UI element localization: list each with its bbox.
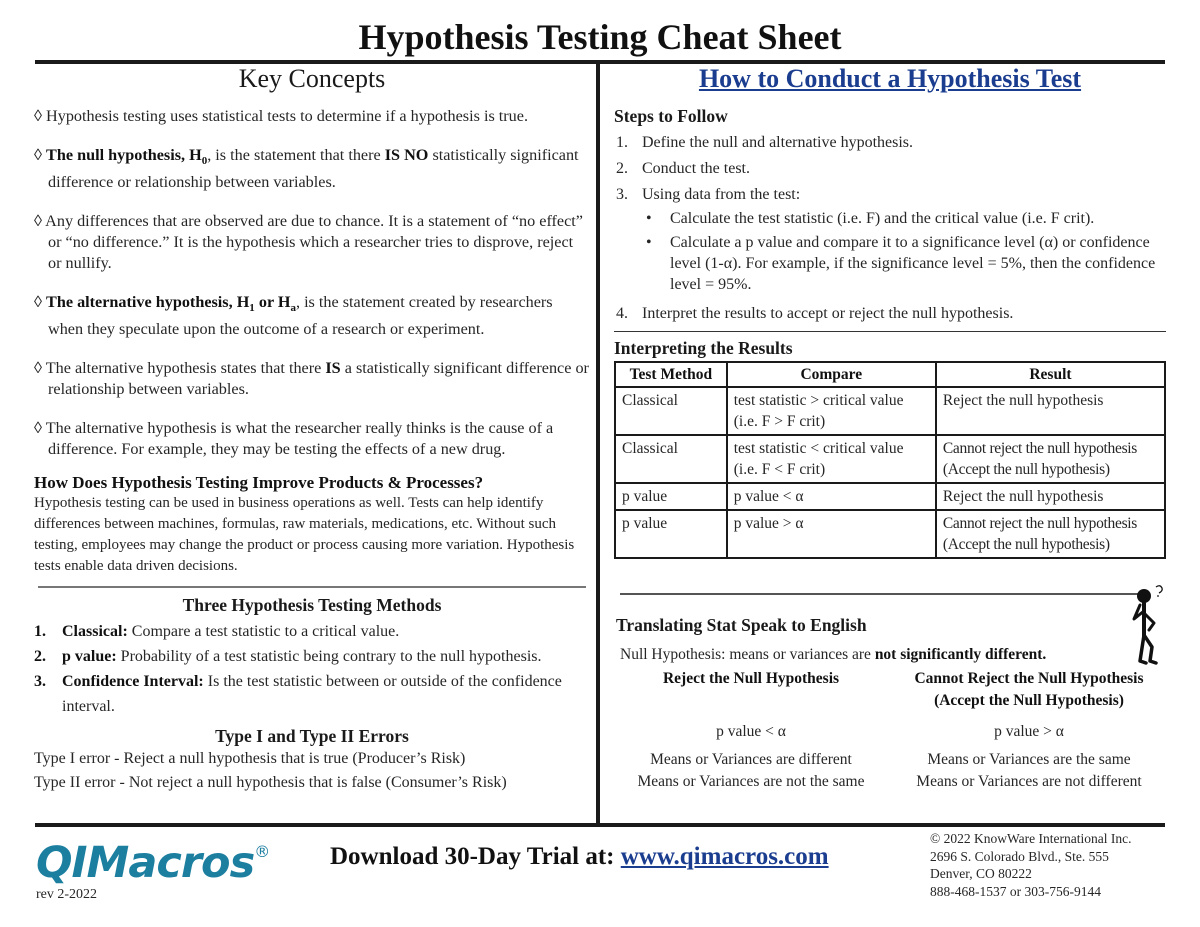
table-cell: p value < α xyxy=(727,483,936,510)
bottom-rule xyxy=(35,823,1165,827)
right-column xyxy=(614,64,1166,818)
type2-error: Type II error - Not reject a null hypothesis that is false (Consumer’s Risk) xyxy=(34,774,507,792)
divider xyxy=(38,586,586,588)
list-item: 2. Conduct the test. xyxy=(616,160,750,177)
bullet-icon: • xyxy=(646,210,652,227)
results-table xyxy=(614,361,1166,559)
table-cell: p value xyxy=(615,510,727,558)
key-concept-item: ◊ Any differences that are observed are due to chance. It is a statement of “no effect” or “no difference.” It is the hypothesis which a researcher tries to disprove, reject or nullify. xyxy=(34,212,583,273)
table-cell: p value xyxy=(615,483,727,510)
key-concept-item: ◊ The alternative hypothesis is what the researcher really thinks is the cause of a difference. For example, they may be testing the effects of a new drug. xyxy=(34,419,554,459)
table-row xyxy=(615,387,1165,435)
table-cell: Cannot reject the null hypothesis (Accept the null hypothesis) xyxy=(936,435,1165,483)
table-cell: test statistic > critical value (i.e. F > F crit) xyxy=(727,387,936,435)
key-concept-item: ◊ The null hypothesis, $H_0$, is the statement that there IS NO statistically significant difference or relationship between variables. xyxy=(34,146,579,192)
table-header-row xyxy=(615,362,1165,387)
table-cell: Reject the null hypothesis xyxy=(936,387,1165,435)
table-cell: Classical xyxy=(615,435,727,483)
methods-list xyxy=(34,619,590,719)
diamond-bullet-icon: ◊ xyxy=(34,419,42,438)
divider xyxy=(620,593,1144,595)
errors-heading: Type I and Type II Errors xyxy=(215,726,409,747)
type1-error: Type I error - Reject a null hypothesis that is true (Producer’s Risk) xyxy=(34,750,466,768)
improve-paragraph: Hypothesis testing can be used in business operations as well. Tests can help identify differences between machines, formulas, raw materials, medications, etc. Without such testing, employees may change the product or process causing more variation. Hypothesis tests enable data driven decisions. xyxy=(34,495,575,575)
thinking-figure-icon xyxy=(1122,583,1168,669)
conduct-heading-link[interactable]: How to Conduct a Hypothesis Test xyxy=(698,64,1082,93)
table-cell: Reject the null hypothesis xyxy=(936,483,1165,510)
interpret-heading: Interpreting the Results xyxy=(614,338,793,358)
bullet-icon: • xyxy=(646,234,652,251)
list-item: 3. Confidence Interval: Is the test statistic between or outside of the confidence interval. xyxy=(34,673,562,716)
download-link[interactable]: www.qimacros.com xyxy=(620,843,829,870)
diamond-bullet-icon: ◊ xyxy=(34,293,42,312)
improve-heading: How Does Hypothesis Testing Improve Products & Processes? xyxy=(34,473,484,493)
qimacros-logo: QIMacros® xyxy=(36,838,270,888)
methods-heading: Three Hypothesis Testing Methods xyxy=(182,595,442,616)
table-cell: Cannot reject the null hypothesis (Accept the null hypothesis) xyxy=(936,510,1165,558)
null-hypothesis-line: Null Hypothesis: means or variances are not significantly different. xyxy=(620,646,1047,663)
column-header: Compare xyxy=(727,362,936,387)
steps-heading: Steps to Follow xyxy=(614,106,728,126)
list-item: 1. Classical: Compare a test statistic to a critical value. xyxy=(34,623,400,641)
steps-list xyxy=(614,132,1166,324)
translate-columns xyxy=(614,668,1166,818)
divider xyxy=(614,331,1166,332)
download-line: Download 30-Day Trial at: www.qimacros.com xyxy=(330,843,829,870)
column-header: Result xyxy=(936,362,1165,387)
key-concept-item: ◊ The alternative hypothesis states that there IS a statistically significant difference or relationship between variables. xyxy=(34,359,589,399)
diamond-bullet-icon: ◊ xyxy=(34,146,42,164)
table-cell: p value > α xyxy=(727,510,936,558)
diamond-bullet-icon: ◊ xyxy=(34,212,42,231)
column-header: Test Method xyxy=(615,362,727,387)
list-item: 2. p value: Probability of a test statistic being contrary to the null hypothesis. xyxy=(34,648,542,666)
list-item: • Calculate the test statistic (i.e. F) and the critical value (i.e. F crit). xyxy=(646,210,1095,227)
list-item: • Calculate a p value and compare it to a significance level (α) or confidence level (1-α). For example, if the significance level = 5%, then the confidence level = 95%. xyxy=(646,234,1156,293)
key-concept-item: ◊ Hypothesis testing uses statistical tests to determine if a hypothesis is true. xyxy=(34,107,529,125)
key-concepts-heading: Key Concepts xyxy=(238,64,386,93)
table-row xyxy=(615,435,1165,483)
list-item: 3. Using data from the test: xyxy=(616,186,801,203)
page-title: Hypothesis Testing Cheat Sheet xyxy=(358,17,842,57)
key-concept-item: ◊ The alternative hypothesis, $H_1$ or $H_a$, is the statement created by researchers when they speculate upon the outcome of a research or experiment. xyxy=(34,293,553,339)
list-item: 4. Interpret the results to accept or reject the null hypothesis. xyxy=(616,305,1014,322)
table-cell: Classical xyxy=(615,387,727,435)
table-row xyxy=(615,483,1165,510)
cannot-reject-column: Cannot Reject the Null Hypothesis (Accept the Null Hypothesis) p value > α Means or Variances are the same Means or Variances are not different xyxy=(914,670,1144,790)
table-cell: test statistic < critical value (i.e. F < F crit) xyxy=(727,435,936,483)
center-divider xyxy=(596,62,600,826)
company-address: © 2022 KnowWare International Inc. 2696 S. Colorado Blvd., Ste. 555 Denver, CO 80222 888-468-1537 or 303-756-9144 xyxy=(930,831,1132,899)
table-row xyxy=(615,510,1165,558)
reject-column: Reject the Null Hypothesis p value < α Means or Variances are different Means or Variances are not the same xyxy=(637,670,865,790)
list-item: 1. Define the null and alternative hypothesis. xyxy=(616,134,914,151)
translate-heading: Translating Stat Speak to English xyxy=(616,615,867,635)
revision-label: rev 2-2022 xyxy=(36,887,98,902)
diamond-bullet-icon: ◊ xyxy=(34,359,42,378)
diamond-bullet-icon: ◊ xyxy=(34,107,42,125)
left-column xyxy=(34,64,590,795)
